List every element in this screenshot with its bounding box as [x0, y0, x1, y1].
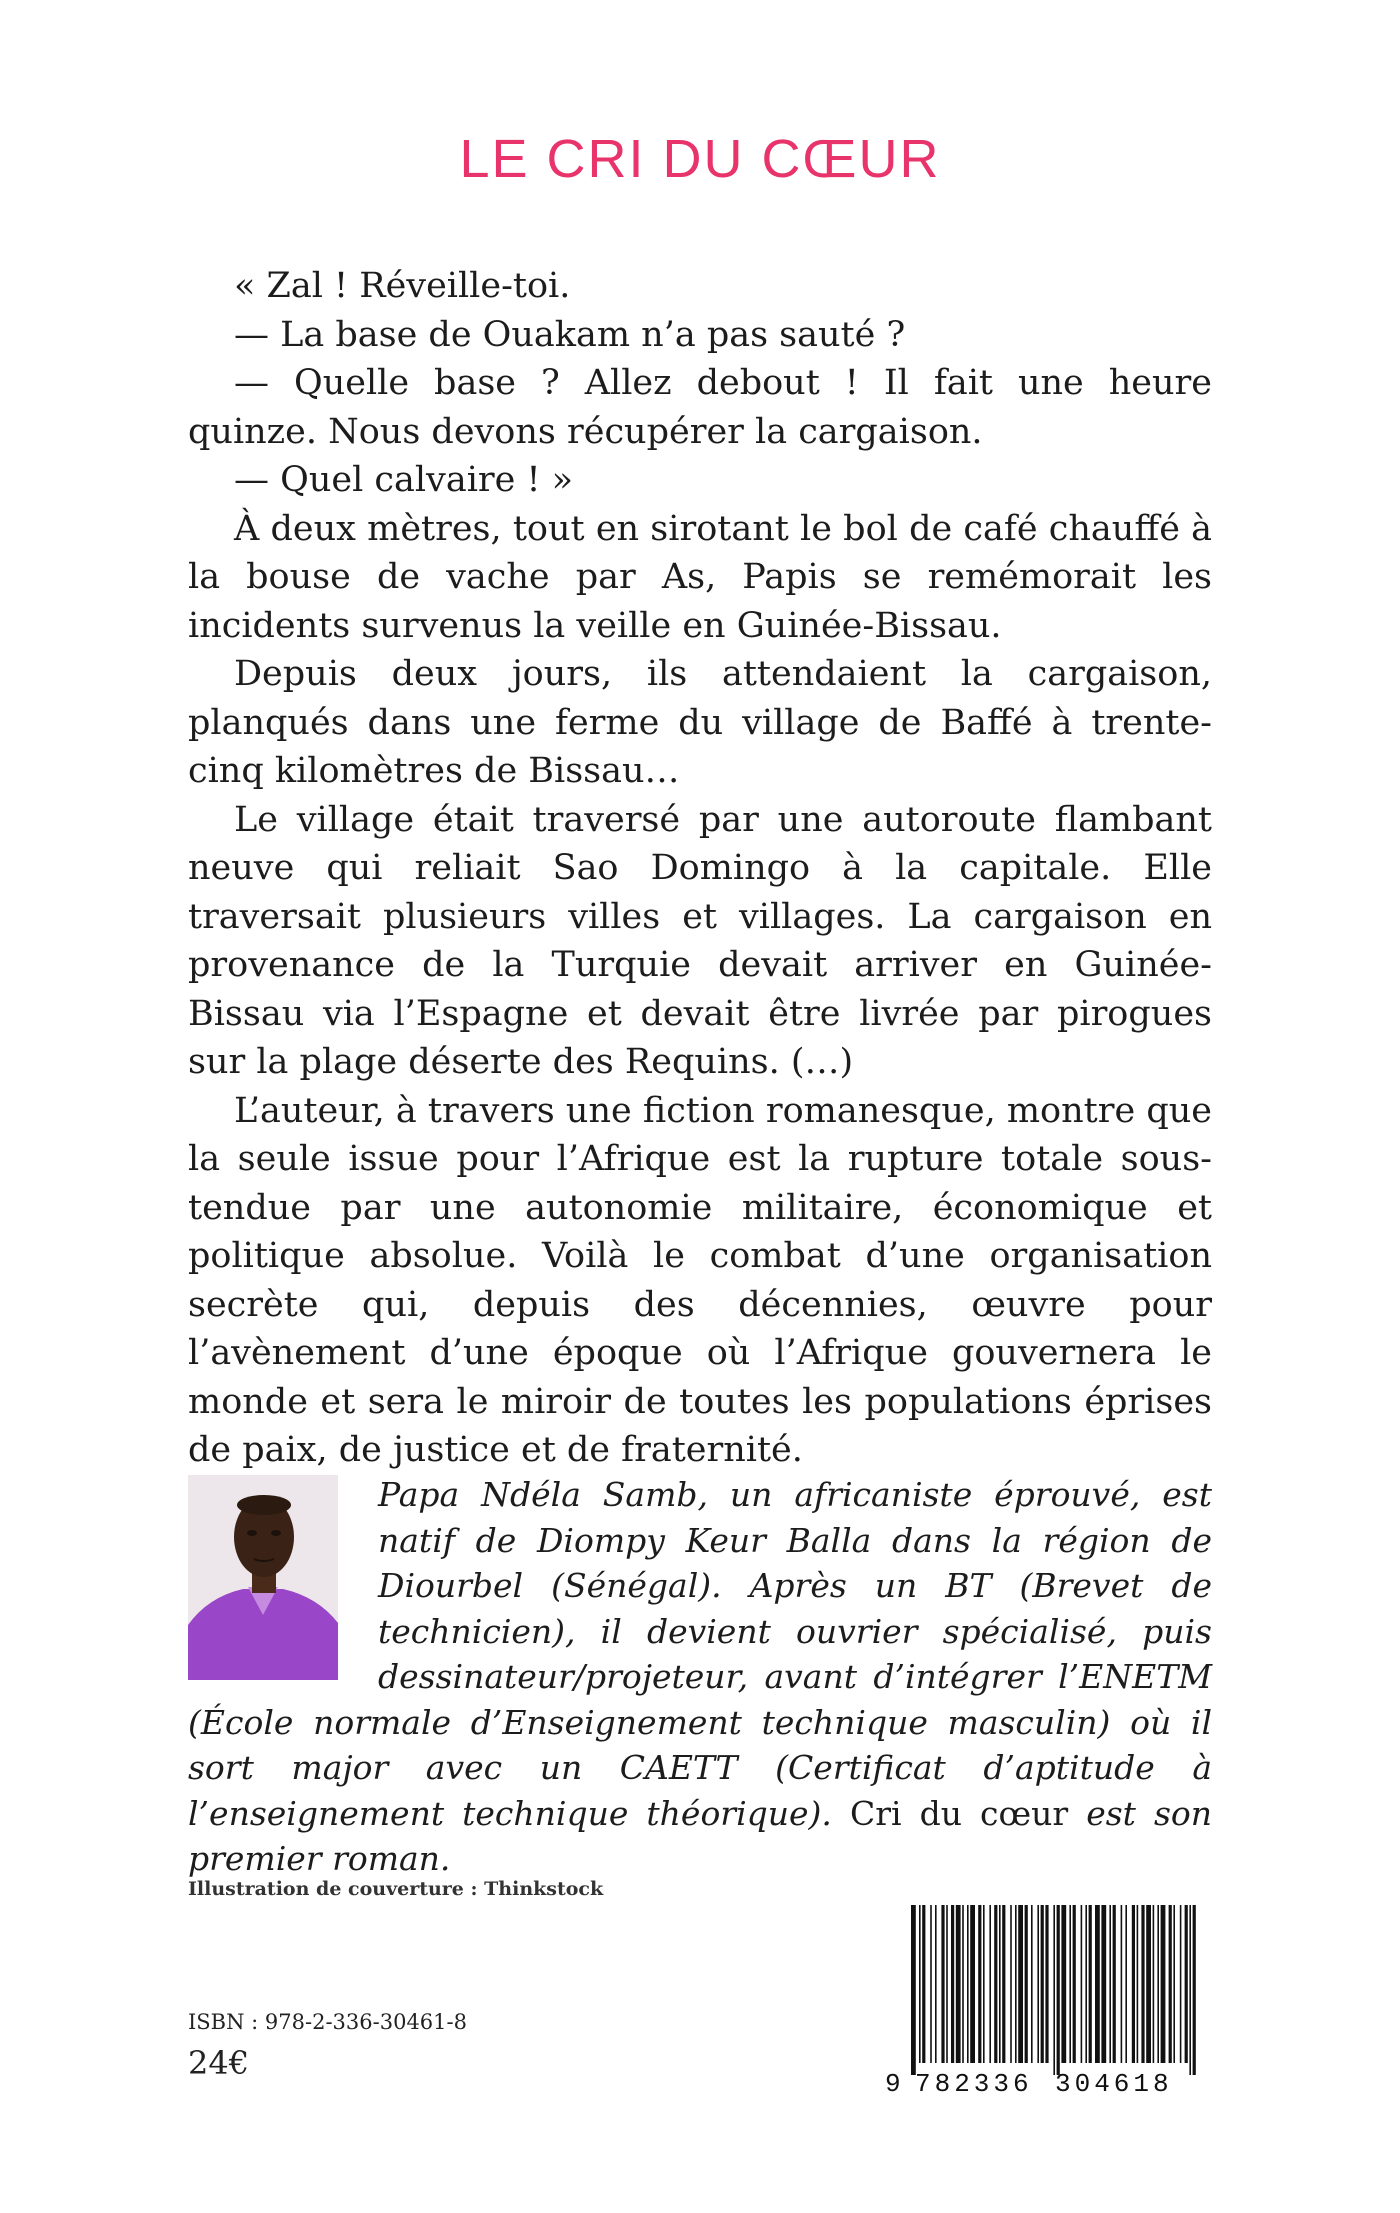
barcode-bar — [935, 1905, 937, 2063]
barcode-bar — [946, 1905, 948, 2063]
barcode-bar — [911, 1905, 916, 2075]
barcode-bar — [1081, 1905, 1083, 2063]
barcode-bar — [989, 1905, 991, 2063]
barcode-bar — [1031, 1905, 1033, 2063]
barcode-bar — [1002, 1905, 1005, 2063]
barcode-bar — [1180, 1905, 1182, 2063]
price: 24€ — [188, 2044, 250, 2082]
barcode — [875, 1895, 1215, 2105]
book-title-mention: Cri du cœur — [849, 1793, 1069, 1833]
barcode-bar — [999, 1905, 1001, 2063]
barcode-bar — [1089, 1905, 1092, 2063]
barcode-bar — [1157, 1905, 1159, 2063]
barcode-bar — [1153, 1905, 1155, 2063]
barcode-bar — [1041, 1905, 1044, 2063]
barcode-bars — [911, 1905, 1196, 2075]
barcode-bar — [1053, 1905, 1055, 2075]
synopsis-paragraph: — La base de Ouakam n’a pas sauté ? — [234, 314, 906, 355]
synopsis-paragraph: — Quelle base ? Allez debout ! Il fait une heure quinze. Nous devons récupérer la cargaison. — [188, 363, 1212, 452]
barcode-bar — [962, 1905, 964, 2063]
author-bio-text: Papa Ndéla Samb, un africaniste éprouvé, est natif de Diompy Keur Balla dans la région de Diourbel (Sénégal). Après un BT (Brevet de technicien), il devient ouvrier spécialisé, puis dessinateur/projeteur, avant d’intégrer l’ENETM (École normale d’Enseignement technique masculin) où il sort major avec un CAETT (Certificat d’aptitude à l’enseignement technique théorique). — [188, 1475, 1212, 1833]
barcode-bar — [1169, 1905, 1172, 2063]
barcode-bar — [1085, 1905, 1087, 2063]
synopsis-paragraph: « Zal ! Réveille-toi. — [234, 266, 571, 306]
barcode-bar — [1018, 1905, 1023, 2063]
page-title: LE CRI DU CŒUR — [459, 129, 941, 189]
barcode-bar — [1121, 1905, 1123, 2063]
barcode-bar — [1141, 1905, 1144, 2063]
cover-credit: Illustration de couverture : Thinkstock — [188, 1878, 604, 1900]
isbn: ISBN : 978-2-336-30461-8 — [188, 2010, 467, 2034]
barcode-bar — [1037, 1905, 1039, 2063]
barcode-bar — [956, 1905, 961, 2063]
barcode-bar — [994, 1905, 997, 2063]
barcode-bar — [1146, 1905, 1151, 2063]
barcode-bar — [1095, 1905, 1100, 2063]
barcode-bar — [1173, 1905, 1175, 2063]
barcode-bar — [1185, 1905, 1188, 2063]
barcode-bar — [1113, 1905, 1116, 2063]
barcode-bar — [1073, 1905, 1076, 2063]
author-bio-end: est son premier roman. — [188, 1793, 1213, 1878]
barcode-bar — [1137, 1905, 1139, 2063]
synopsis-paragraph: À deux mètres, tout en sirotant le bol de café chauffé à la bouse de vache par As, Papis se remémorait les incidents survenus la veille en Guinée-Bissau. — [188, 508, 1212, 646]
barcode-digits-left: 782336 — [915, 2069, 1033, 2099]
barcode-bar — [919, 1905, 921, 2063]
barcode-bar — [1193, 1905, 1196, 2075]
barcode-bar — [983, 1905, 985, 2063]
synopsis — [188, 262, 1212, 1475]
synopsis-paragraph: — Quel calvaire ! » — [234, 460, 574, 500]
synopsis-paragraph: Le village était traversé par une autoroute flambant neuve qui reliait Sao Domingo à la capitale. Elle traversait plusieurs villes et villages. La cargaison en provenance de la Turquie devait arriver en Guinée-Bissau via l’Espagne et devait être livrée par pirogues sur la plage déserte des Requins. (…) — [188, 799, 1212, 1082]
barcode-bar — [1069, 1905, 1071, 2063]
barcode-bar — [930, 1905, 932, 2063]
barcode-bar — [1189, 1905, 1191, 2075]
author-bio — [188, 1472, 1212, 1882]
barcode-bar — [1161, 1905, 1166, 2063]
synopsis-paragraph: L’auteur, à travers une fiction romanesque, montre que la seule issue pour l’Afrique est la rupture totale sous-tendue par une autonomie militaire, économique et politique absolue. Voilà le combat d’une organisation secrète qui, depuis des décennies, œuvre pour l’avènement d’une époque où l’Afrique gouvernera le monde et sera le miroir de toutes les populations éprises de paix, de justice et de fraternité. — [188, 1090, 1212, 1470]
barcode-bar — [922, 1905, 925, 2063]
barcode-bar — [1101, 1905, 1106, 2063]
barcode-bar — [970, 1905, 975, 2063]
barcode-digit-first: 9 — [885, 2069, 901, 2099]
barcode-bar — [941, 1905, 944, 2063]
barcode-bar — [1045, 1905, 1048, 2063]
barcode-bar — [1109, 1905, 1111, 2063]
barcode-bar — [978, 1905, 981, 2063]
barcode-digits-right: 304618 — [1055, 2069, 1173, 2099]
barcode-bar — [1057, 1905, 1060, 2075]
barcode-bar — [1132, 1905, 1135, 2063]
barcode-bar — [951, 1905, 954, 2063]
synopsis-paragraph: Depuis deux jours, ils attendaient la cargaison, planqués dans une ferme du village de Baffé à trente-cinq kilomètres de Bissau… — [188, 654, 1212, 791]
barcode-bar — [1015, 1905, 1017, 2063]
barcode-bar — [1025, 1905, 1028, 2063]
barcode-bar — [1125, 1905, 1127, 2063]
barcode-bar — [1010, 1905, 1012, 2063]
barcode-bar — [967, 1905, 969, 2063]
barcode-bar — [1061, 1905, 1066, 2063]
